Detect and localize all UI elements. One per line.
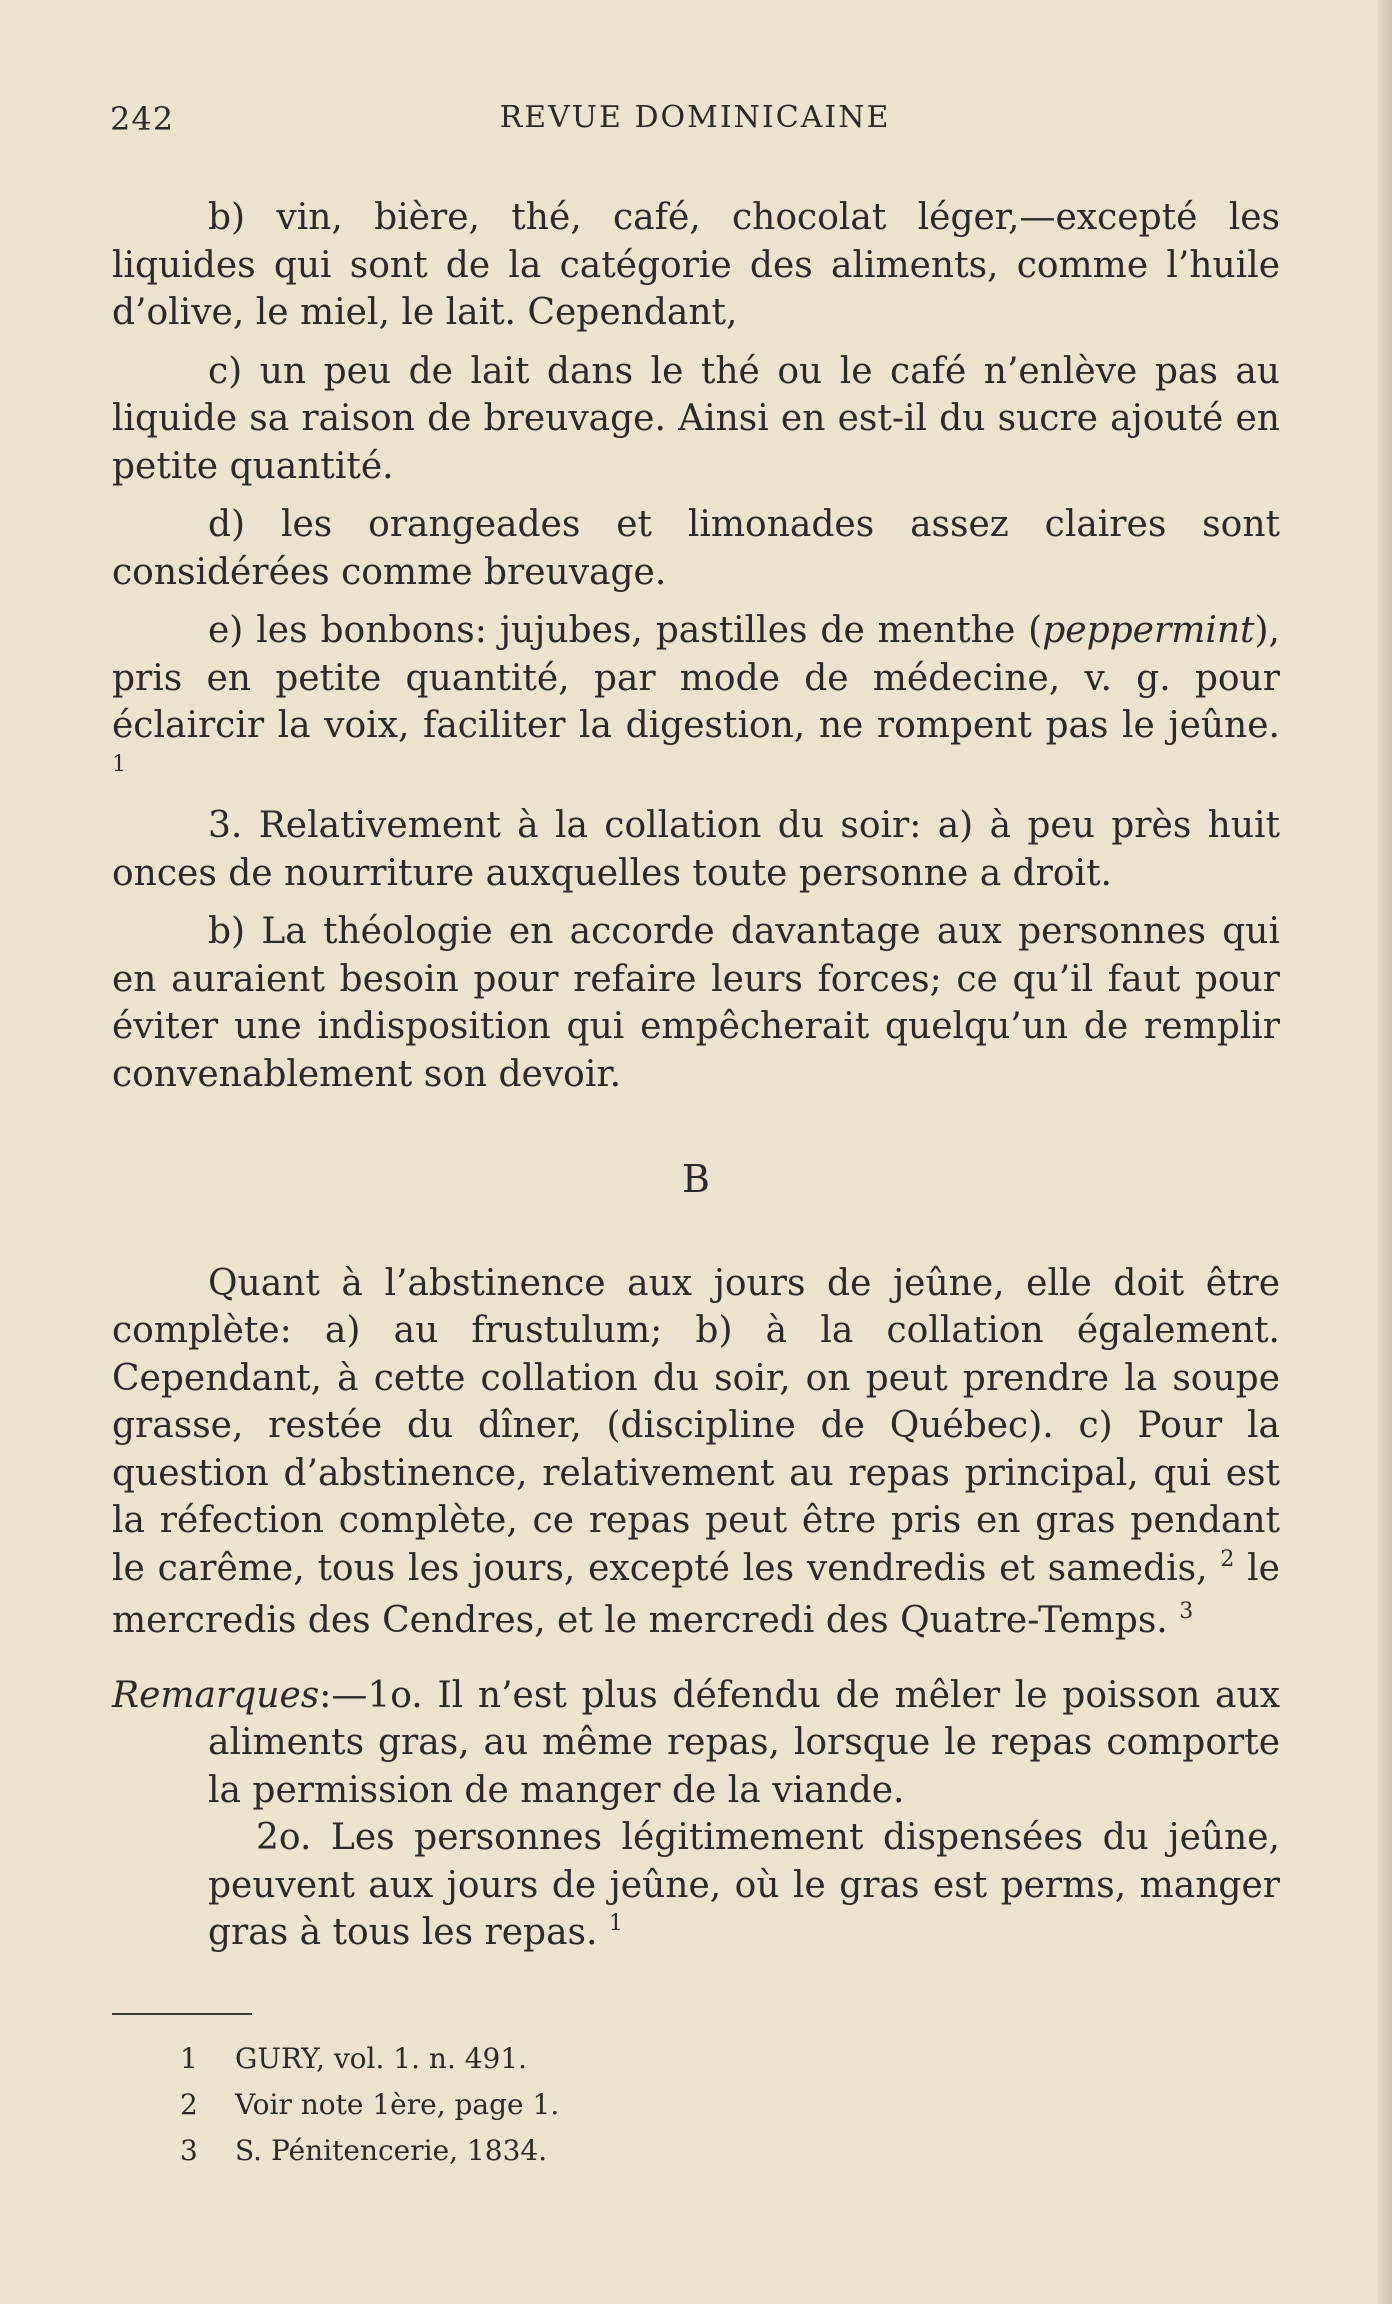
footnote-number: 2 — [180, 2088, 198, 2121]
page-header — [110, 100, 1280, 150]
paragraph-e-start: e) les bonbons: jujubes, pastilles de menthe ( — [208, 610, 1043, 651]
footnote-number: 3 — [180, 2134, 198, 2167]
paragraph-c: c) un peu de lait dans le thé ou le café n’enlève pas au liquide sa raison de breuvage. Ainsi en est-il du sucre ajouté en petite quantité. — [112, 350, 1280, 487]
footnote-text: S. Pénitencerie, 1834. — [235, 2134, 548, 2167]
section-b-paragraph — [112, 1260, 1280, 1650]
remarks-block — [112, 1672, 1280, 1962]
paragraph-e — [112, 607, 1280, 802]
remark-1 — [112, 1672, 1280, 1815]
section-heading-b: B — [682, 1157, 710, 1201]
page-edge-shadow — [1378, 0, 1392, 2304]
footnote-1 — [180, 2036, 559, 2082]
footnote-ref-3: 3 — [1179, 1599, 1194, 1624]
section-b-text-1: Quant à l’abstinence aux jours de jeûne, elle doit être complète: a) au frustulum; b) à la collation également. Cependant, à cette collation du soir, on peut prendre la soupe grasse, restée du dîner, (discipline de Québec). c) Pour la question d’abstinence, relativement au repas principal, qui est la réfection complète, ce repas peut être pris en gras pendant le carême, tous les jours, excepté les vendredis et samedis, — [112, 1262, 1280, 1589]
footnote-3 — [180, 2128, 559, 2174]
paragraph-d: d) les orangeades et limonades assez claires sont considérées comme breuvage. — [112, 504, 1280, 593]
footnote-number: 1 — [180, 2042, 198, 2075]
remark-2 — [112, 1814, 1280, 1962]
paragraph-3: 3. Relativement à la collation du soir: a) à peu près huit onces de nourriture auxquelles toute personne a droit. — [112, 805, 1280, 894]
remarks-label: Remarques — [112, 1674, 320, 1716]
footnote-text: Voir note 1ère, page 1. — [235, 2088, 560, 2121]
page-number: 242 — [110, 100, 175, 138]
footnote-2 — [180, 2082, 559, 2128]
footnote-ref-remark: 1 — [608, 1911, 623, 1936]
footnote-divider — [112, 2013, 252, 2015]
paragraph-b: b) vin, bière, thé, café, chocolat léger,—excepté les liquides qui sont de la catégorie des aliments, comme l’huile d’olive, le miel, le lait. Cependant, — [112, 197, 1280, 333]
paragraph-3b: b) La théologie en accorde davantage aux personnes qui en auraient besoin pour refaire leurs forces; ce qu’il faut pour éviter une indisposition qui empêcherait quelqu’un de remplir convenablement son devoir. — [112, 911, 1280, 1095]
footnote-ref-1: 1 — [112, 751, 126, 777]
footnote-ref-2: 2 — [1220, 1546, 1235, 1572]
paragraph-e-italic: peppermint — [1042, 610, 1255, 651]
section-b-text-2: le mercredis des Cendres, et le mercredi des Quatre-Temps. — [112, 1547, 1280, 1641]
remark-2-text: 2o. Les personnes légitimement dispensées du jeûne, peuvent aux jours de jeûne, où le gras est perms, manger gras à tous les repas. — [208, 1817, 1280, 1953]
running-title: REVUE DOMINICAINE — [499, 100, 891, 135]
body-text — [112, 194, 1280, 1962]
footnotes — [180, 2036, 559, 2174]
footnote-text: GURY, vol. 1. n. 491. — [235, 2042, 528, 2075]
paragraph-e-end: ), pris en petite quantité, par mode de médecine, v. g. pour éclaircir la voix, faciliter la digestion, ne rompent pas le jeûne. — [112, 610, 1280, 746]
remark-1-text: :—1o. Il n’est plus défendu de mêler le poisson aux aliments gras, au même repas, lorsque le repas comporte la permission de manger de la viande. — [208, 1674, 1280, 1811]
